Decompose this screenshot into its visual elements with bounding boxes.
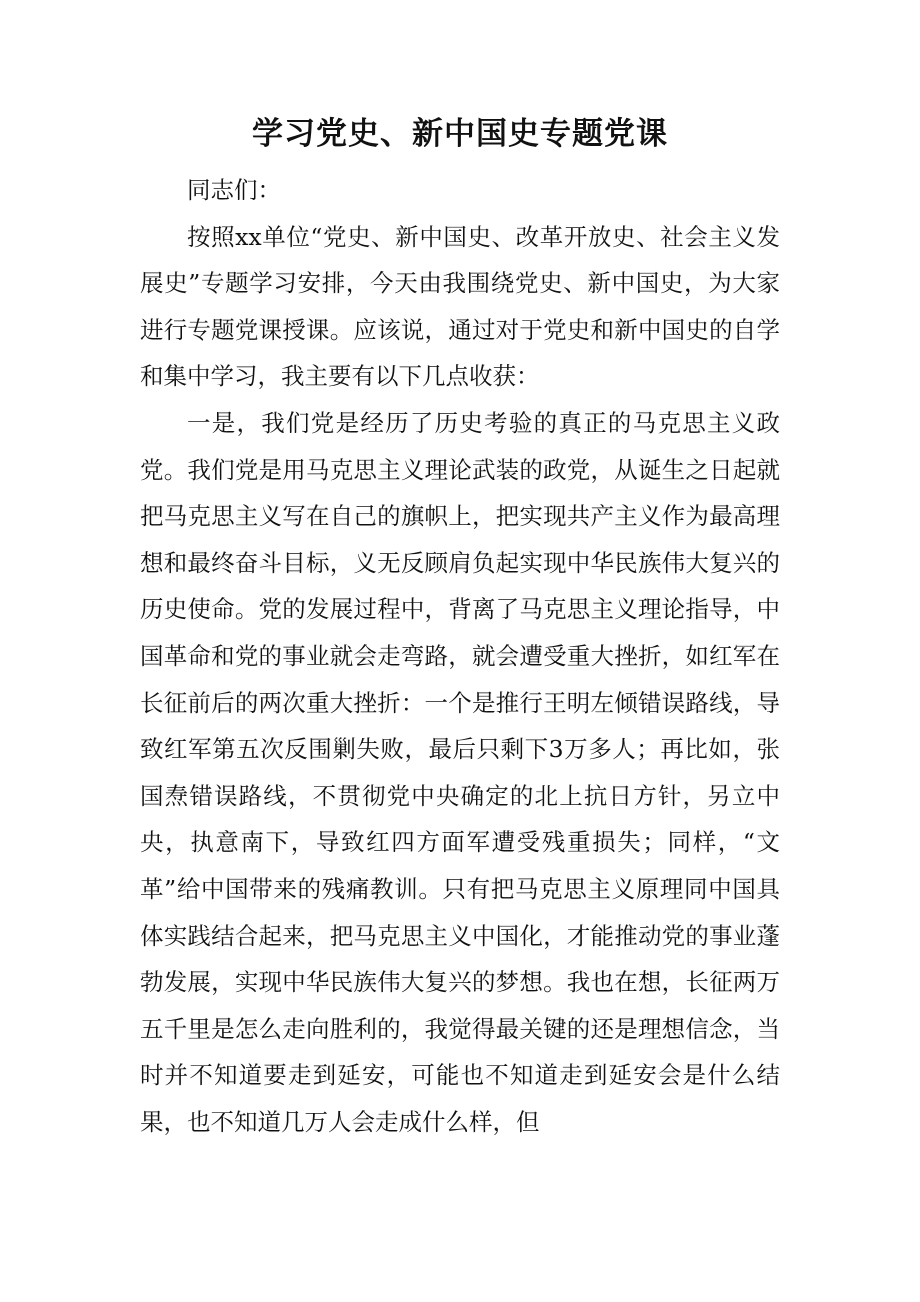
point-one-paragraph: 一是，我们党是经历了历史考验的真正的马克思主义政党。我们党是用马克思主义理论武装的政党，从诞生之日起就把马克思主义写在自己的旗帜上，把实现共产主义作为最高理想和最终奋斗目标，义无反顾肩负起实现中华民族伟大复兴的历史使命。党的发展过程中，背离了马克思主义理论指导，中国革命和党的事业就会走弯路，就会遭受重大挫折，如红军在长征前后的两次重大挫折：一个是推行王明左倾错误路线，导致红军第五次反围剿失败，最后只剩下3万多人；再比如，张国焘错误路线，不贯彻党中央确定的北上抗日方针，另立中央，执意南下，导致红四方面军遭受残重损失；同样，“文革”给中国带来的残痛教训。只有把马克思主义原理同中国具体实践结合起来，把马克思主义中国化，才能推动党的事业蓬勃发展，实现中华民族伟大复兴的梦想。我也在想，长征两万五千里是怎么走向胜利的，我觉得最关键的还是理想信念，当时并不知道要走到延安，可能也不知道走到延安会是什么结果，也不知道几万人会走成什么样，但 — [140, 408, 780, 1136]
document-title: 学习党史、新中国史专题党课 — [252, 116, 668, 152]
salutation-paragraph: 同志们： — [187, 176, 281, 204]
document-body — [140, 167, 780, 1145]
intro-paragraph: 按照xx单位“党史、新中国史、改革开放史、社会主义发展史”专题学习安排，今天由我围绕党史、新中国史，为大家进行专题党课授课。应该说，通过对于党史和新中国史的自学和集中学习，我主要有以下几点收获： — [140, 222, 780, 391]
